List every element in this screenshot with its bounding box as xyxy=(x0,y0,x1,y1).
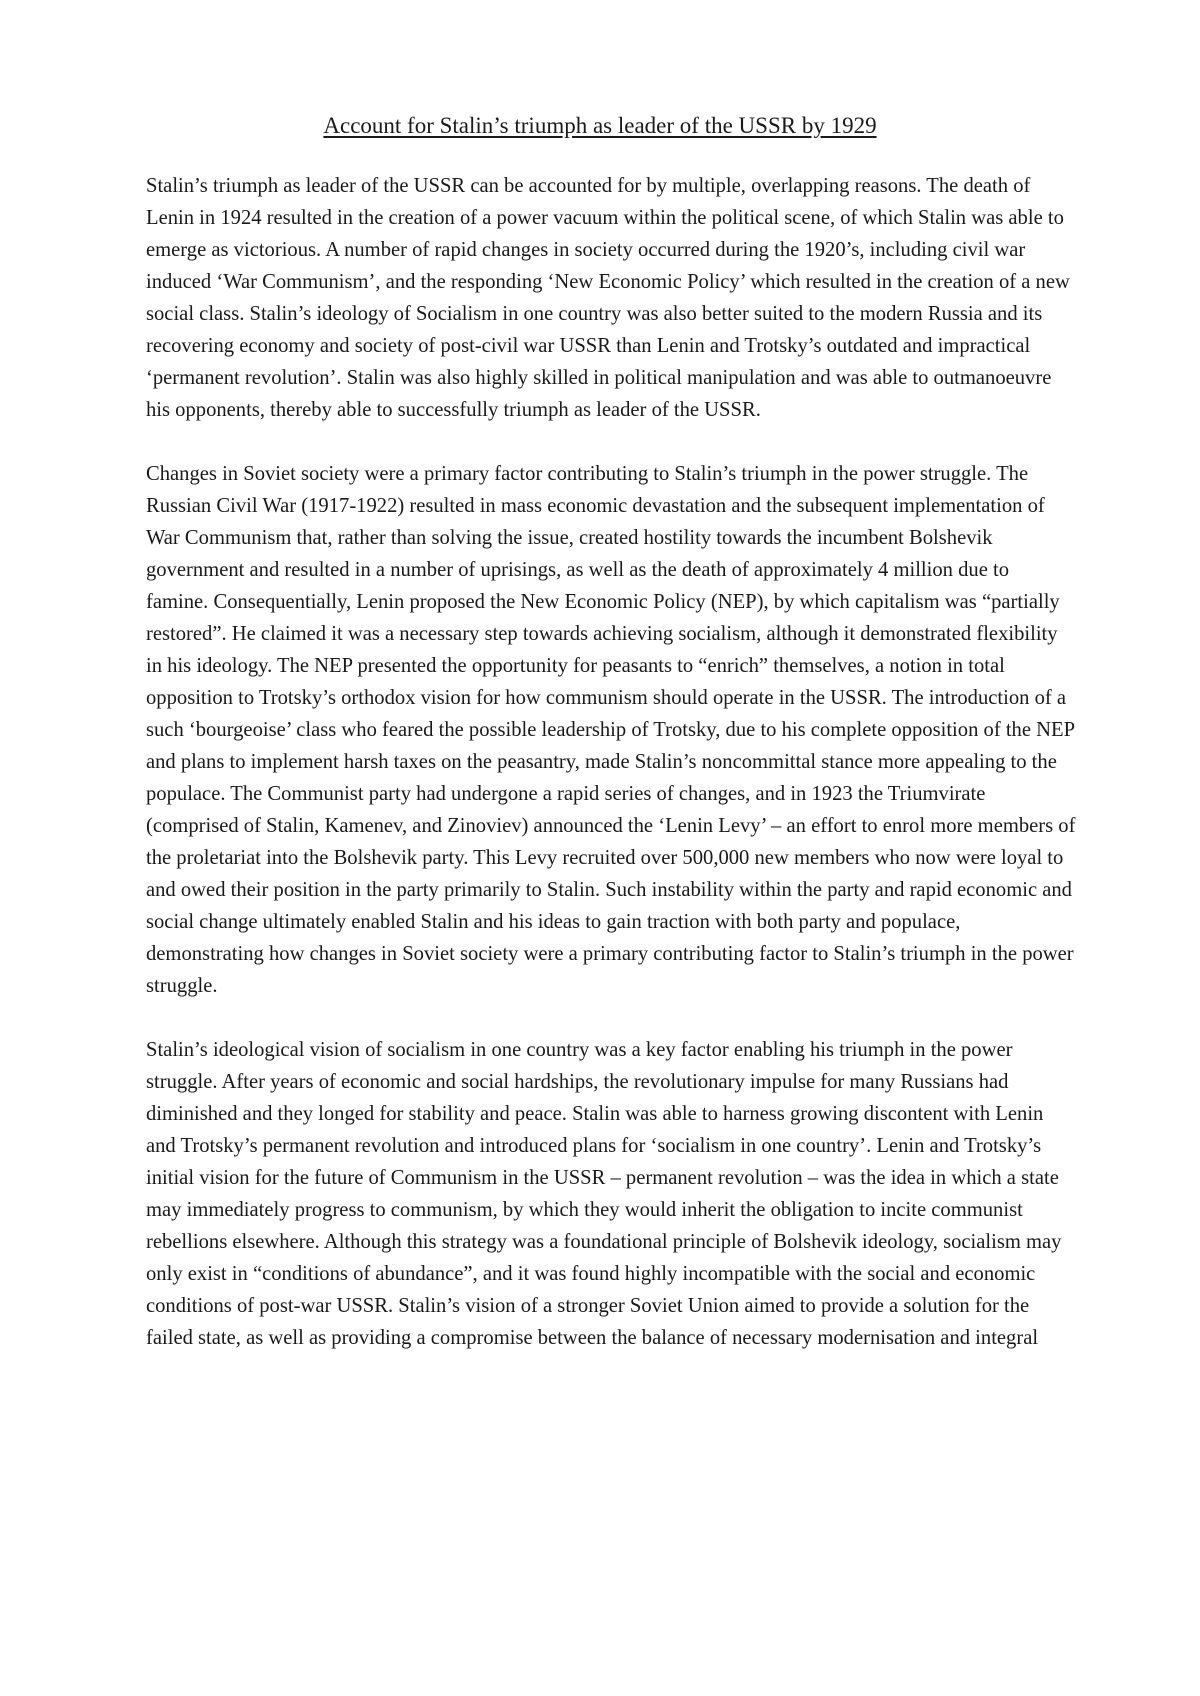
document-body xyxy=(146,170,1076,1386)
document-title: Account for Stalin’s triumph as leader of the USSR by 1929 xyxy=(323,113,877,138)
paragraph-introduction: Stalin’s triumph as leader of the USSR can be accounted for by multiple, overlapping reasons. The death of Lenin in 1924 resulted in the creation of a power vacuum within the political scene, of which Stalin was able to emerge as victorious. A number of rapid changes in society occurred during the 1920’s, including civil war induced ‘War Communism’, and the responding ‘New Economic Policy’ which resulted in the creation of a new social class. Stalin’s ideology of Socialism in one country was also better suited to the modern Russia and its recovering economy and society of post-civil war USSR than Lenin and Trotsky’s outdated and impractical ‘permanent revolution’. Stalin was also highly skilled in political manipulation and was able to outmanoeuvre his opponents, thereby able to successfully triumph as leader of the USSR. xyxy=(146,175,1070,421)
paragraph-soviet-society: Changes in Soviet society were a primary factor contributing to Stalin’s triumph in the power struggle. The Russian Civil War (1917-1922) resulted in mass economic devastation and the subsequent implementation of War Communism that, rather than solving the issue, created hostility towards the incumbent Bolshevik government and resulted in a number of uprisings, as well as the death of approximately 4 million due to famine. Consequentially, Lenin proposed the New Economic Policy (NEP), by which capitalism was “partially restored”. He claimed it was a necessary step towards achieving socialism, although it demonstrated flexibility in his ideology. The NEP presented the opportunity for peasants to “enrich” themselves, a notion in total opposition to Trotsky’s orthodox vision for how communism should operate in the USSR. The introduction of a such ‘bourgeoise’ class who feared the possible leadership of Trotsky, due to his complete opposition of the NEP and plans to implement harsh taxes on the peasantry, made Stalin’s noncommittal stance more appealing to the populace. The Communist party had undergone a rapid series of changes, and in 1923 the Triumvirate (comprised of Stalin, Kamenev, and Zinoviev) announced the ‘Lenin Levy’ – an effort to enrol more members of the proletariat into the Bolshevik party. This Levy recruited over 500,000 new members who now were loyal to and owed their position in the party primarily to Stalin. Such instability within the party and rapid economic and social change ultimately enabled Stalin and his ideas to gain traction with both party and populace, demonstrating how changes in Soviet society were a primary contributing factor to Stalin’s triumph in the power struggle. xyxy=(146,463,1076,997)
paragraph-ideological-vision: Stalin’s ideological vision of socialism in one country was a key factor enabling his triumph in the power struggle. After years of economic and social hardships, the revolutionary impulse for many Russians had diminished and they longed for stability and peace. Stalin was able to harness growing discontent with Lenin and Trotsky’s permanent revolution and introduced plans for ‘socialism in one country’. Lenin and Trotsky’s initial vision for the future of Communism in the USSR – permanent revolution – was the idea in which a state may immediately progress to communism, by which they would inherit the obligation to incite communist rebellions elsewhere. Although this strategy was a foundational principle of Bolshevik ideology, socialism may only exist in “conditions of abundance”, and it was found highly incompatible with the social and economic conditions of post-war USSR. Stalin’s vision of a stronger Soviet Union aimed to provide a solution for the failed state, as well as providing a compromise between the balance of necessary modernisation and integral xyxy=(146,1039,1062,1349)
